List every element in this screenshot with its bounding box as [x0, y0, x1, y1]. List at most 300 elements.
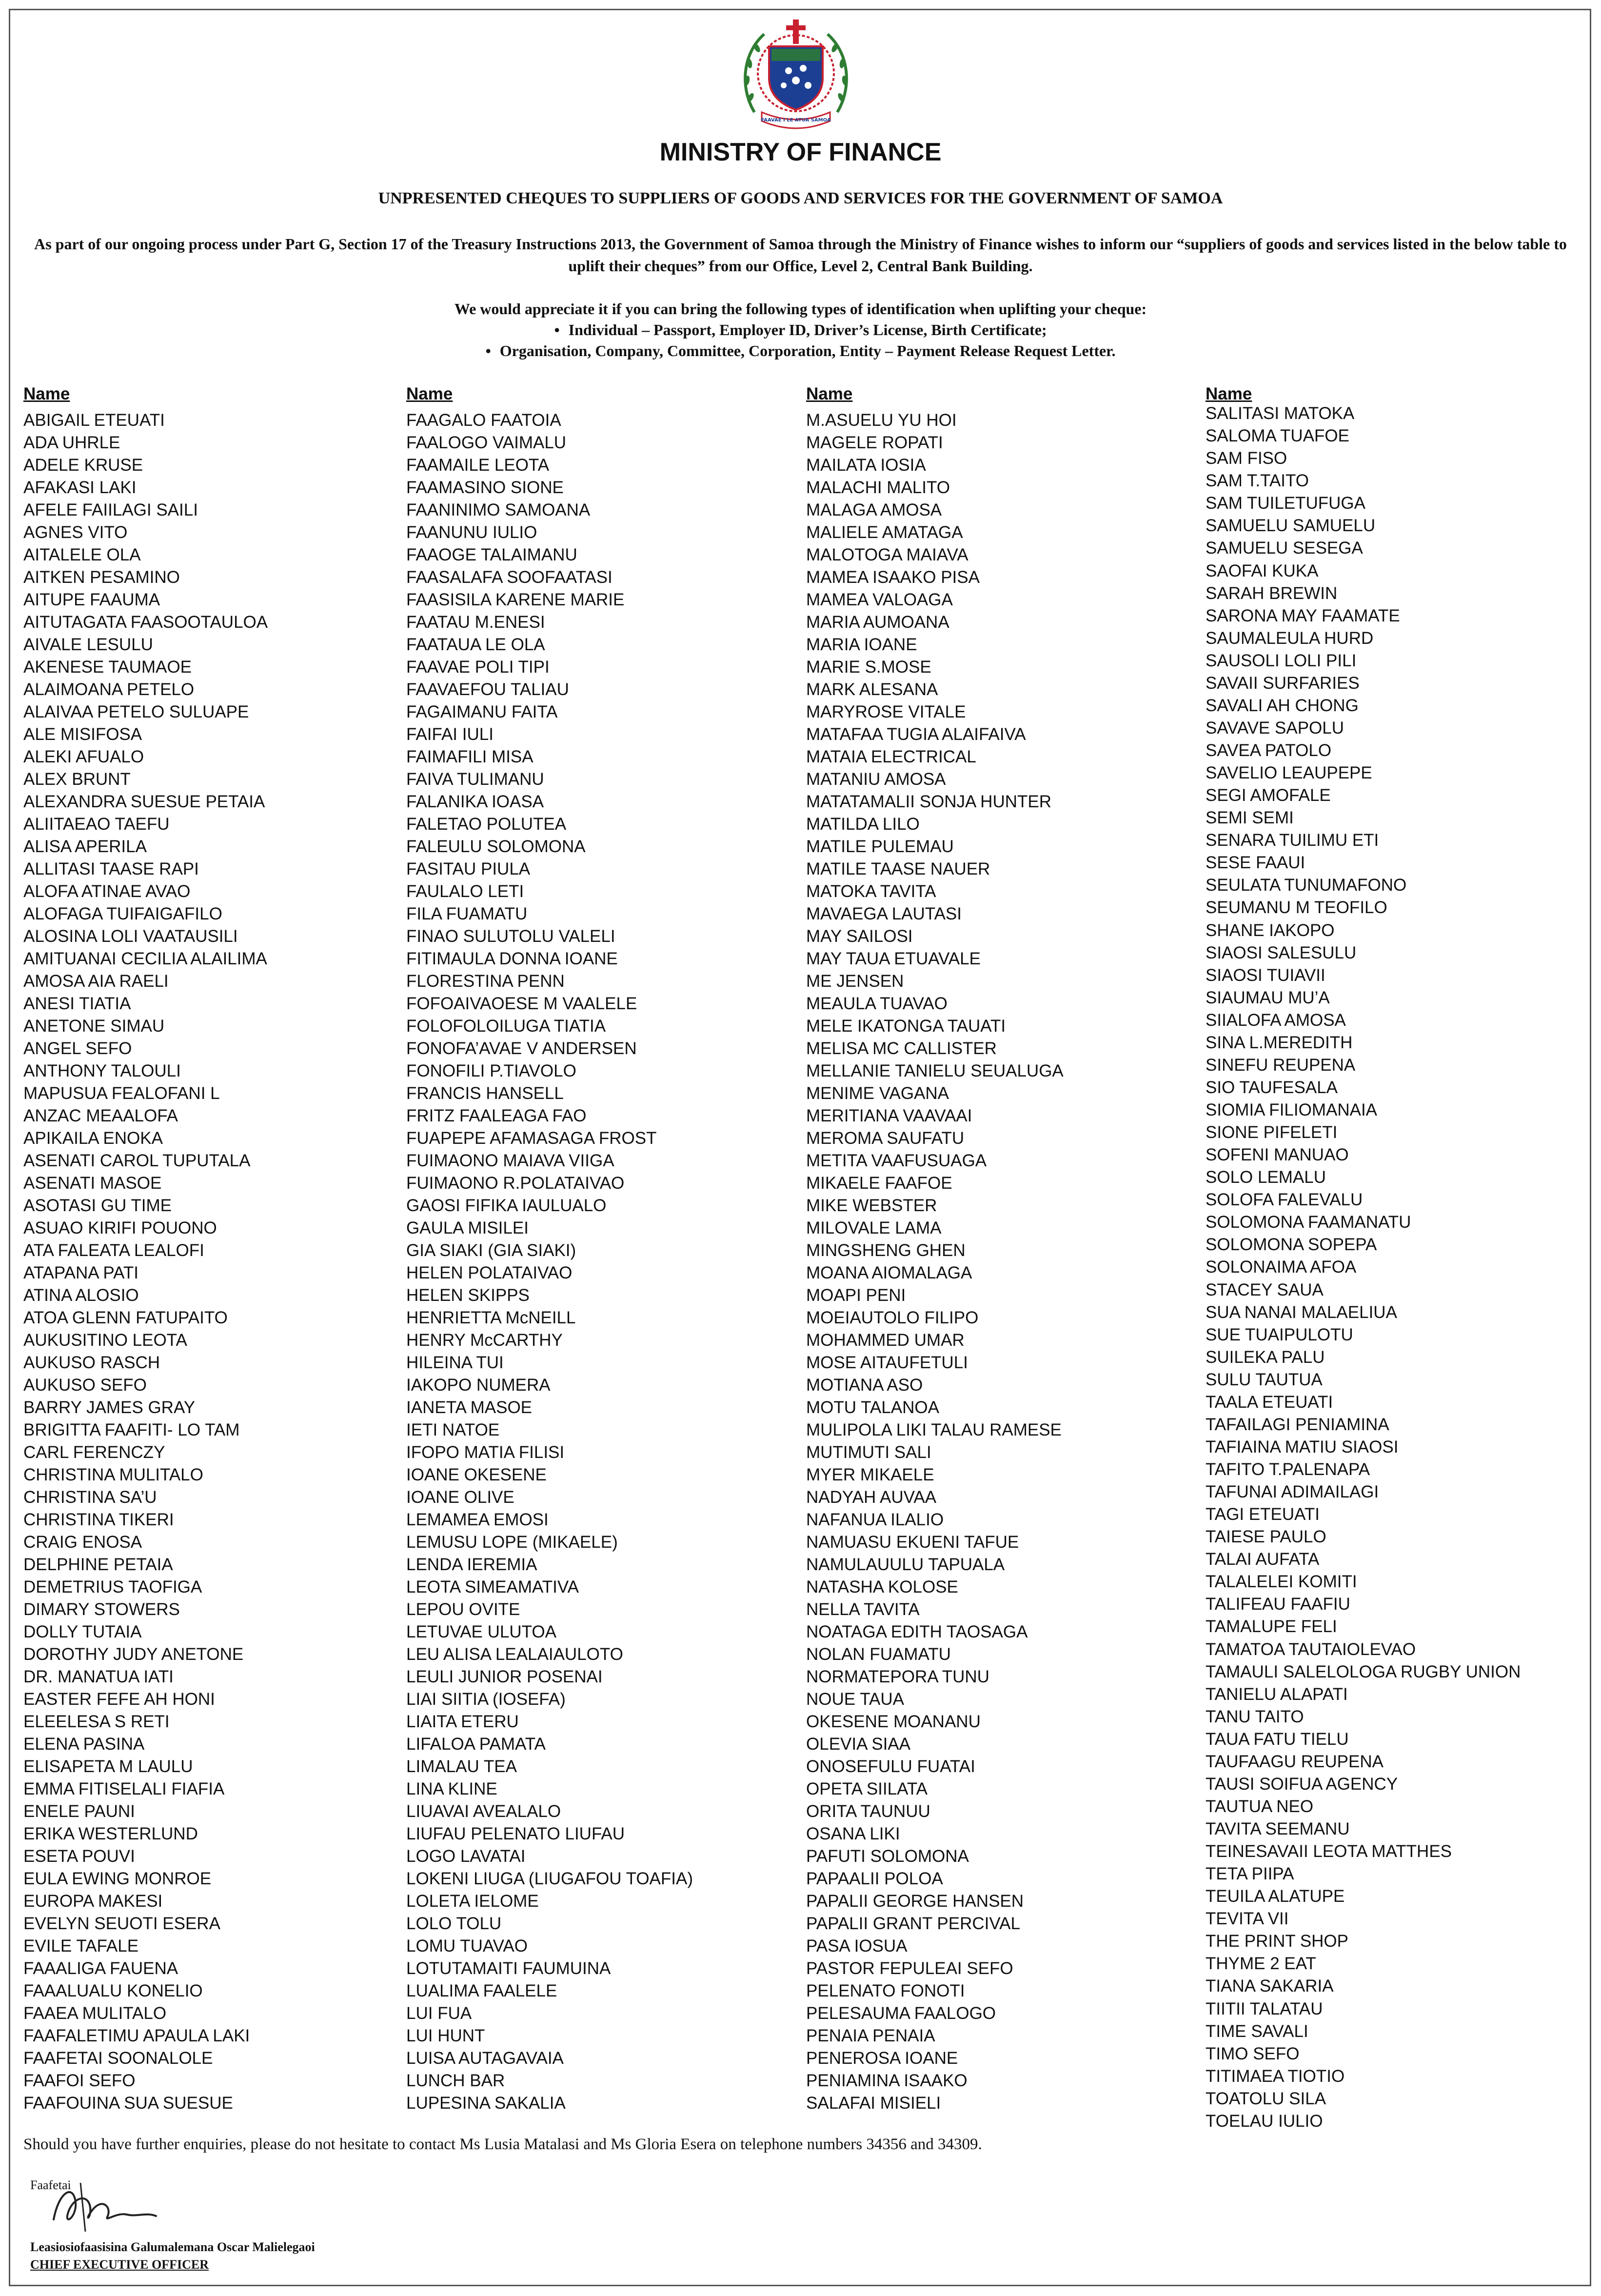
supplier-name: TAUTUA NEO: [1206, 1797, 1314, 1816]
supplier-name: FAALOGO VAIMALU: [406, 433, 567, 452]
supplier-name: FUIMAONO MAIAVA VIIGA: [406, 1151, 614, 1170]
supplier-name: MALIELE AMATAGA: [806, 523, 963, 542]
supplier-name: ASOTASI GU TIME: [23, 1196, 172, 1215]
supplier-name: TIANA SAKARIA: [1206, 1977, 1334, 1996]
supplier-name: LOGO LAVATAI: [406, 1847, 526, 1866]
supplier-name: DOROTHY JUDY ANETONE: [23, 1645, 244, 1664]
names-column-3: [806, 383, 1064, 2115]
supplier-name: ANETONE SIMAU: [23, 1017, 165, 1036]
supplier-name: LIAITA ETERU: [406, 1712, 519, 1731]
supplier-name: FAAMASINO SIONE: [406, 478, 564, 497]
supplier-name: FAATAUA LE OLA: [406, 635, 545, 654]
supplier-name: LENDA IEREMIA: [406, 1555, 537, 1574]
supplier-name: SIOMIA FILIOMANAIA: [1206, 1100, 1378, 1119]
supplier-name: MYER MIKAELE: [806, 1465, 934, 1484]
supplier-name: MOTIANA ASO: [806, 1376, 923, 1395]
supplier-name: OKESENE MOANANU: [806, 1712, 981, 1731]
signer-name: Leasiosiofaasisina Galumalemana Oscar Malielegaoi: [30, 2240, 315, 2254]
supplier-name: TAMALUPE FELI: [1206, 1617, 1337, 1637]
notice-title: UNPRESENTED CHEQUES TO SUPPLIERS OF GOODS AND SERVICES FOR THE GOVERNMENT OF SAMOA: [378, 189, 1223, 207]
supplier-name: GIA SIAKI (GIA SIAKI): [406, 1241, 576, 1260]
supplier-name: AUKUSITINO LEOTA: [23, 1331, 187, 1350]
supplier-name: MOHAMMED UMAR: [806, 1331, 965, 1350]
supplier-name: IOANE OLIVE: [406, 1488, 514, 1507]
supplier-name: FAATAU M.ENESI: [406, 613, 545, 632]
supplier-name: IOANE OKESENE: [406, 1465, 547, 1484]
intro-paragraph: As part of our ongoing process under Part G, Section 17 of the Treasury Instructions 2013, the Government of Samoa through the Ministry of Finance wishes to inform our “suppliers of goods and services listed in the below table to uplift their cheques” from our Office, Level 2, Central Bank Building.: [34, 235, 1567, 275]
supplier-name: MULIPOLA LIKI TALAU RAMESE: [806, 1420, 1062, 1439]
supplier-name: DELPHINE PETAIA: [23, 1555, 173, 1574]
supplier-name: LEOTA SIMEAMATIVA: [406, 1577, 579, 1597]
supplier-name: BARRY JAMES GRAY: [23, 1398, 196, 1417]
supplier-name: ME JENSEN: [806, 972, 904, 991]
supplier-name: FAGAIMANU FAITA: [406, 702, 558, 721]
supplier-name: MOANA AIOMALAGA: [806, 1263, 972, 1282]
supplier-name: SINA L.MEREDITH: [1206, 1033, 1353, 1052]
supplier-name: MALACHI MALITO: [806, 478, 950, 497]
supplier-name: FAULALO LETI: [406, 882, 524, 901]
supplier-name: TETA PIIPA: [1206, 1864, 1294, 1884]
supplier-name: SEGI AMOFALE: [1206, 786, 1331, 805]
supplier-name: SEMI SEMI: [1206, 808, 1294, 828]
supplier-name: PAPALII GEORGE HANSEN: [806, 1892, 1024, 1911]
supplier-name: SUILEKA PALU: [1206, 1347, 1325, 1367]
supplier-name: ANESI TIATIA: [23, 994, 131, 1013]
supplier-name: MOEIAUTOLO FILIPO: [806, 1308, 979, 1327]
supplier-name: FAAFOI SEFO: [23, 2071, 136, 2090]
supplier-name: ASENATI MASOE: [23, 1174, 162, 1193]
supplier-name: MARYROSE VITALE: [806, 702, 966, 721]
supplier-name: TOELAU IULIO: [1206, 2111, 1323, 2131]
supplier-name: SOLONAIMA AFOA: [1206, 1258, 1357, 1277]
supplier-name: SAM FISO: [1206, 449, 1287, 468]
supplier-name: SENARA TUILIMU ETI: [1206, 831, 1379, 850]
supplier-name: AITALELE OLA: [23, 545, 141, 564]
supplier-name: SIO TAUFESALA: [1206, 1078, 1338, 1097]
supplier-name: TAIESE PAULO: [1206, 1527, 1326, 1547]
supplier-name: SOLOFA FALEVALU: [1206, 1190, 1363, 1210]
supplier-name: CRAIG ENOSA: [23, 1533, 142, 1552]
supplier-name: FAANUNU IULIO: [406, 523, 537, 542]
supplier-name: MAY SAILOSI: [806, 927, 913, 946]
thanks-text: Faafetai: [30, 2178, 71, 2192]
bullet-icon: •: [485, 342, 491, 359]
supplier-name: NAMUASU EKUENI TAFUE: [806, 1533, 1019, 1552]
supplier-name: ELEELESA S RETI: [23, 1712, 170, 1731]
supplier-name: LUI FUA: [406, 2004, 472, 2023]
supplier-name: SAVELIO LEAUPEPE: [1206, 763, 1372, 783]
supplier-name: MATILDA LILO: [806, 815, 920, 834]
supplier-name: TEUILA ALATUPE: [1206, 1887, 1345, 1906]
supplier-name: DEMETRIUS TAOFIGA: [23, 1577, 202, 1597]
supplier-name: ATAPANA PATI: [23, 1263, 138, 1282]
supplier-name: EUROPA MAKESI: [23, 1892, 163, 1911]
supplier-name: AMOSA AIA RAELI: [23, 972, 169, 991]
names-column-4: [1206, 383, 1521, 2133]
supplier-name: PAPALII GRANT PERCIVAL: [806, 1914, 1020, 1933]
supplier-name: FAASALAFA SOOFAATASI: [406, 568, 613, 587]
supplier-name: DR. MANATUA IATI: [23, 1667, 174, 1686]
supplier-name: FAAEA MULITALO: [23, 2004, 167, 2023]
supplier-name: FAAVAEFOU TALIAU: [406, 680, 569, 699]
column-header: Name: [806, 384, 853, 403]
supplier-name: FOLOFOLOILUGA TIATIA: [406, 1017, 606, 1036]
supplier-name: CARL FERENCZY: [23, 1443, 165, 1462]
supplier-name: METITA VAAFUSUAGA: [806, 1151, 987, 1170]
supplier-name: SIAUMAU MU’A: [1206, 988, 1330, 1007]
supplier-name: IFOPO MATIA FILISI: [406, 1443, 565, 1462]
supplier-name: SUE TUAIPULOTU: [1206, 1325, 1353, 1344]
supplier-name: FRANCIS HANSELL: [406, 1084, 564, 1103]
samoa-coat-of-arms-icon: [735, 15, 857, 137]
supplier-name: ALEX BRUNT: [23, 770, 131, 789]
supplier-name: SULU TAUTUA: [1206, 1370, 1323, 1389]
supplier-name: MAILATA IOSIA: [806, 456, 926, 475]
supplier-name: NELLA TAVITA: [806, 1600, 920, 1619]
supplier-name: ANTHONY TALOULI: [23, 1061, 181, 1080]
supplier-name: MATAFAA TUGIA ALAIFAIVA: [806, 725, 1026, 744]
supplier-name: HILEINA TUI: [406, 1353, 504, 1372]
supplier-name: AGNES VITO: [23, 523, 128, 542]
supplier-name: SALITASI MATOKA: [1206, 404, 1355, 423]
supplier-name: LEULI JUNIOR POSENAI: [406, 1667, 603, 1686]
supplier-name: THYME 2 EAT: [1206, 1954, 1316, 1974]
supplier-name: SINEFU REUPENA: [1206, 1055, 1356, 1075]
bullet-icon: •: [554, 321, 560, 339]
supplier-name: ANZAC MEAALOFA: [23, 1106, 178, 1125]
supplier-name: GAULA MISILEI: [406, 1218, 529, 1238]
supplier-name: MELLANIE TANIELU SEUALUGA: [806, 1061, 1064, 1080]
supplier-name: ADELE KRUSE: [23, 456, 143, 475]
supplier-name: SEUMANU M TEOFILO: [1206, 898, 1387, 918]
supplier-name: TOATOLU SILA: [1206, 2089, 1326, 2108]
supplier-name: OLEVIA SIAA: [806, 1735, 910, 1754]
supplier-name: ALEXANDRA SUESUE PETAIA: [23, 792, 265, 811]
signature-icon: [39, 2173, 200, 2241]
supplier-name: TAMATOA TAUTAIOLEVAO: [1206, 1639, 1416, 1659]
supplier-name: SOLOMONA SOPEPA: [1206, 1235, 1377, 1255]
supplier-name: MELISA MC CALLISTER: [806, 1039, 997, 1058]
supplier-name: MAPUSUA FEALOFANI L: [23, 1084, 220, 1103]
supplier-name: FAAFALETIMU APAULA LAKI: [23, 2026, 250, 2045]
column-header: Name: [1206, 384, 1252, 403]
supplier-name: M.ASUELU YU HOI: [806, 411, 957, 430]
supplier-name: FONOFA’AVAE V ANDERSEN: [406, 1039, 637, 1058]
supplier-name: NAFANUA ILALIO: [806, 1510, 944, 1529]
supplier-name: TAGI ETEUATI: [1206, 1505, 1320, 1524]
supplier-name: DIMARY STOWERS: [23, 1600, 180, 1619]
supplier-name: ESETA POUVI: [23, 1847, 135, 1866]
supplier-name: ENELE PAUNI: [23, 1802, 135, 1821]
supplier-name: FILA FUAMATU: [406, 904, 528, 923]
supplier-name: LIUAVAI AVEALALO: [406, 1802, 561, 1821]
supplier-name: SOLOMONA FAAMANATU: [1206, 1213, 1411, 1232]
supplier-name: PENIAMINA ISAAKO: [806, 2071, 968, 2090]
supplier-name: LEMAMEA EMOSI: [406, 1510, 549, 1529]
supplier-name: TAUA FATU TIELU: [1206, 1729, 1349, 1749]
supplier-name: MARIA IOANE: [806, 635, 917, 654]
supplier-name: LEMUSU LOPE (MIKAELE): [406, 1533, 618, 1552]
supplier-name: AITKEN PESAMINO: [23, 568, 180, 587]
supplier-name: EVELYN SEUOTI ESERA: [23, 1914, 220, 1933]
supplier-name: EASTER FEFE AH HONI: [23, 1690, 215, 1709]
supplier-name: FALETAO POLUTEA: [406, 815, 567, 834]
supplier-name: HELEN SKIPPS: [406, 1286, 530, 1305]
supplier-name: MATILE TAASE NAUER: [806, 859, 990, 878]
supplier-name: ATOA GLENN FATUPAITO: [23, 1308, 228, 1327]
supplier-name: MENIME VAGANA: [806, 1084, 949, 1103]
names-column-1: [23, 383, 268, 2115]
supplier-name: FUAPEPE AFAMASAGA FROST: [406, 1129, 657, 1148]
supplier-name: FAIVA TULIMANU: [406, 770, 544, 789]
supplier-name: TIITII TALATAU: [1206, 1999, 1323, 2018]
supplier-name: AFELE FAIILAGI SAILI: [23, 500, 198, 519]
supplier-name: LEPOU OVITE: [406, 1600, 520, 1619]
supplier-name: MARIA AUMOANA: [806, 613, 949, 632]
supplier-name: PASA IOSUA: [806, 1937, 908, 1956]
supplier-name: CHRISTINA SA’U: [23, 1488, 157, 1507]
supplier-name: SAM T.TAITO: [1206, 471, 1309, 491]
supplier-name: MAMEA VALOAGA: [806, 590, 953, 609]
supplier-name: ALAIMOANA PETELO: [23, 680, 195, 699]
supplier-name: HELEN POLATAIVAO: [406, 1263, 573, 1282]
supplier-name: LOLETA IELOME: [406, 1892, 539, 1911]
supplier-name: FAAFOUINA SUA SUESUE: [23, 2094, 233, 2113]
supplier-name: LETUVAE ULUTOA: [406, 1622, 556, 1641]
supplier-name: SAUSOLI LOLI PILI: [1206, 651, 1357, 670]
supplier-name: HENRIETTA McNEILL: [406, 1308, 576, 1327]
supplier-name: STACEY SAUA: [1206, 1280, 1324, 1299]
supplier-name: SAVEA PATOLO: [1206, 741, 1332, 760]
supplier-name: MATAIA ELECTRICAL: [806, 747, 976, 766]
supplier-name: MOSE AITAUFETULI: [806, 1353, 968, 1372]
supplier-name: SEULATA TUNUMAFONO: [1206, 876, 1407, 895]
supplier-name: MIKE WEBSTER: [806, 1196, 937, 1215]
supplier-name: PELENATO FONOTI: [806, 1981, 965, 2000]
supplier-name: AIVALE LESULU: [23, 635, 153, 654]
supplier-name: MOTU TALANOA: [806, 1398, 939, 1417]
supplier-name: TIMO SEFO: [1206, 2044, 1300, 2063]
supplier-name: SIIALOFA AMOSA: [1206, 1010, 1346, 1030]
supplier-name: TAFUNAI ADIMAILAGI: [1206, 1482, 1379, 1502]
supplier-name: PELESAUMA FAALOGO: [806, 2004, 996, 2023]
identification-requirements: [0, 299, 1601, 361]
supplier-name: MEAULA TUAVAO: [806, 994, 948, 1013]
supplier-name: THE PRINT SHOP: [1206, 1932, 1349, 1951]
supplier-name: MILOVALE LAMA: [806, 1218, 942, 1238]
supplier-name: LOMU TUAVAO: [406, 1937, 528, 1956]
supplier-name: AITUTAGATA FAASOOTAULOA: [23, 613, 268, 632]
supplier-name: MATILE PULEMAU: [806, 837, 954, 856]
supplier-name: SAOFAI KUKA: [1206, 561, 1319, 580]
supplier-name: LOKENI LIUGA (LIUGAFOU TOAFIA): [406, 1869, 693, 1888]
supplier-name: ELISAPETA M LAULU: [23, 1757, 193, 1776]
supplier-name: AUKUSO RASCH: [23, 1353, 160, 1372]
supplier-name: FAAOGE TALAIMANU: [406, 545, 577, 564]
supplier-name: MUTIMUTI SALI: [806, 1443, 931, 1462]
supplier-name: TAUSI SOIFUA AGENCY: [1206, 1774, 1398, 1794]
supplier-name: LUNCH BAR: [406, 2071, 505, 2090]
supplier-name: TALAI AUFATA: [1206, 1550, 1320, 1569]
supplier-name: PENAIA PENAIA: [806, 2026, 935, 2045]
supplier-name: ORITA TAUNUU: [806, 1802, 930, 1821]
supplier-name: MARK ALESANA: [806, 680, 938, 699]
supplier-name: ADA UHRLE: [23, 433, 120, 452]
supplier-name: APIKAILA ENOKA: [23, 1129, 163, 1148]
supplier-name: MATANIU AMOSA: [806, 770, 946, 789]
supplier-name: LUALIMA FAALELE: [406, 1981, 557, 2000]
supplier-name: IAKOPO NUMERA: [406, 1376, 551, 1395]
supplier-name: LOTUTAMAITI FAUMUINA: [406, 1959, 611, 1978]
supplier-name: MARIE S.MOSE: [806, 658, 931, 677]
supplier-name: FAAALUALU KONELIO: [23, 1981, 203, 2000]
supplier-name: NAMULAUULU TAPUALA: [806, 1555, 1005, 1574]
supplier-name: ERIKA WESTERLUND: [23, 1824, 198, 1843]
supplier-name: MALOTOGA MAIAVA: [806, 545, 969, 564]
supplier-name: ALLITASI TAASE RAPI: [23, 859, 199, 878]
supplier-name: SOLO LEMALU: [1206, 1168, 1326, 1187]
supplier-name: OSANA LIKI: [806, 1824, 900, 1843]
supplier-name: ALE MISIFOSA: [23, 725, 142, 744]
supplier-name: MAMEA ISAAKO PISA: [806, 568, 980, 587]
supplier-name: ONOSEFULU FUATAI: [806, 1757, 975, 1776]
supplier-name: SARAH BREWIN: [1206, 583, 1338, 603]
supplier-name: TANU TAITO: [1206, 1707, 1304, 1726]
supplier-name: PAFUTI SOLOMONA: [806, 1847, 969, 1866]
supplier-name: FALEULU SOLOMONA: [406, 837, 586, 856]
supplier-name: SALAFAI MISIELI: [806, 2094, 941, 2113]
supplier-name: LUPESINA SAKALIA: [406, 2094, 566, 2113]
supplier-name: PASTOR FEPULEAI SEFO: [806, 1959, 1013, 1978]
supplier-name: SALOMA TUAFOE: [1206, 426, 1349, 446]
supplier-name: MATOKA TAVITA: [806, 882, 936, 901]
names-column-2: [406, 383, 693, 2115]
supplier-name: MERITIANA VAAVAAI: [806, 1106, 972, 1125]
column-header: Name: [23, 384, 70, 403]
supplier-name: MAY TAUA ETUAVALE: [806, 949, 981, 968]
supplier-name: SARONA MAY FAAMATE: [1206, 606, 1400, 625]
supplier-name: TAFAILAGI PENIAMINA: [1206, 1415, 1389, 1434]
supplier-name: LIFALOA PAMATA: [406, 1735, 546, 1754]
supplier-name: PAPAALII POLOA: [806, 1869, 943, 1888]
supplier-name: TITIMAEA TIOTIO: [1206, 2066, 1345, 2086]
supplier-name: SAVALI AH CHONG: [1206, 696, 1359, 715]
supplier-name: NOATAGA EDITH TAOSAGA: [806, 1622, 1028, 1641]
supplier-name: NOUE TAUA: [806, 1690, 904, 1709]
supplier-name: GAOSI FIFIKA IAULUALO: [406, 1196, 607, 1215]
supplier-name: ATA FALEATA LEALOFI: [23, 1241, 204, 1260]
supplier-name: FAIMAFILI MISA: [406, 747, 534, 766]
supplier-name: AKENESE TAUMAOE: [23, 658, 192, 677]
supplier-name: FOFOAIVAOESE M VAALELE: [406, 994, 637, 1013]
supplier-name: FINAO SULUTOLU VALELI: [406, 927, 615, 946]
supplier-name: EVILE TAFALE: [23, 1937, 139, 1956]
supplier-name: ALISA APERILA: [23, 837, 147, 856]
supplier-name: SHANE IAKOPO: [1206, 920, 1335, 940]
supplier-name: ANGEL SEFO: [23, 1039, 132, 1058]
supplier-name: ALOFAGA TUIFAIGAFILO: [23, 904, 222, 923]
supplier-name: FAAFETAI SOONALOLE: [23, 2049, 213, 2068]
supplier-name: SIONE PIFELETI: [1206, 1123, 1338, 1142]
supplier-name: ALOFA ATINAE AVAO: [23, 882, 191, 901]
supplier-name: TAFITO T.PALENAPA: [1206, 1460, 1370, 1479]
identification-organisation: • Organisation, Company, Committee, Corporation, Entity – Payment Release Request Letter.: [0, 340, 1601, 361]
supplier-name: NOLAN FUAMATU: [806, 1645, 951, 1664]
supplier-name: MALAGA AMOSA: [806, 500, 942, 519]
supplier-name: LIAI SIITIA (IOSEFA): [406, 1690, 566, 1709]
supplier-name: AMITUANAI CECILIA ALAILIMA: [23, 949, 267, 968]
identification-intro: We would appreciate it if you can bring the following types of identification when uplifting your cheque:: [454, 300, 1147, 318]
supplier-name: TAVITA SEEMANU: [1206, 1819, 1350, 1838]
supplier-name: OPETA SIILATA: [806, 1779, 928, 1798]
supplier-name: LINA KLINE: [406, 1779, 497, 1798]
supplier-name: ABIGAIL ETEUATI: [23, 411, 165, 430]
supplier-name: SAVAVE SAPOLU: [1206, 718, 1344, 738]
supplier-name: SOFENI MANUAO: [1206, 1145, 1349, 1165]
supplier-name: FAAALIGA FAUENA: [23, 1959, 178, 1978]
supplier-name: LIUFAU PELENATO LIUFAU: [406, 1824, 625, 1843]
supplier-name: SUA NANAI MALAELIUA: [1206, 1302, 1397, 1322]
supplier-name: FAAVAE POLI TIPI: [406, 658, 550, 677]
supplier-name: ALAIVAA PETELO SULUAPE: [23, 702, 249, 721]
supplier-name: TANIELU ALAPATI: [1206, 1684, 1348, 1704]
supplier-name: LOLO TOLU: [406, 1914, 502, 1933]
supplier-name: ALIITAEAO TAEFU: [23, 815, 170, 834]
supplier-name: SESE FAAUI: [1206, 853, 1305, 873]
supplier-name: FAASISILA KARENE MARIE: [406, 590, 625, 609]
supplier-name: SIAOSI TUIAVII: [1206, 965, 1325, 985]
enquiries-note: Should you have further enquiries, please do not hesitate to contact Ms Lusia Matalasi and Ms Gloria Esera on telephone numbers 34356 and 34309.: [23, 2136, 982, 2153]
supplier-name: CHRISTINA MULITALO: [23, 1465, 203, 1484]
supplier-name: LIMALAU TEA: [406, 1757, 517, 1776]
supplier-name: FUIMAONO R.POLATAIVAO: [406, 1174, 625, 1193]
supplier-name: TAMAULI SALELOLOGA RUGBY UNION: [1206, 1662, 1521, 1681]
supplier-name: ATINA ALOSIO: [23, 1286, 139, 1305]
supplier-name: NORMATEPORA TUNU: [806, 1667, 989, 1686]
supplier-name: FAIFAI IULI: [406, 725, 494, 744]
supplier-name: IETI NATOE: [406, 1420, 500, 1439]
supplier-name: TEVITA VII: [1206, 1909, 1289, 1929]
supplier-name: EMMA FITISELALI FIAFIA: [23, 1779, 225, 1798]
supplier-name: FAANINIMO SAMOANA: [406, 500, 591, 519]
signer-position: CHIEF EXECUTIVE OFFICER: [30, 2257, 209, 2272]
supplier-name: BRIGITTA FAAFITI- LO TAM: [23, 1420, 240, 1439]
supplier-name: NADYAH AUVAA: [806, 1488, 937, 1507]
supplier-name: NATASHA KOLOSE: [806, 1577, 958, 1597]
supplier-name: MEROMA SAUFATU: [806, 1129, 965, 1148]
supplier-name: MAGELE ROPATI: [806, 433, 943, 452]
supplier-name: LEU ALISA LEALAIAULOTO: [406, 1645, 623, 1664]
supplier-name: ASENATI CAROL TUPUTALA: [23, 1151, 251, 1170]
supplier-name: FASITAU PIULA: [406, 859, 531, 878]
ministry-title: MINISTRY OF FINANCE: [659, 138, 942, 166]
supplier-name: AFAKASI LAKI: [23, 478, 137, 497]
supplier-name: FITIMAULA DONNA IOANE: [406, 949, 618, 968]
supplier-name: TEINESAVAII LEOTA MATTHES: [1206, 1842, 1452, 1861]
supplier-name: PENEROSA IOANE: [806, 2049, 958, 2068]
supplier-name: AITUPE FAAUMA: [23, 590, 160, 609]
supplier-name: EULA EWING MONROE: [23, 1869, 212, 1888]
supplier-name: AUKUSO SEFO: [23, 1376, 147, 1395]
supplier-name: ALEKI AFUALO: [23, 747, 144, 766]
identification-individual: • Individual – Passport, Employer ID, Driver’s License, Birth Certificate;: [0, 319, 1601, 340]
supplier-name: SIAOSI SALESULU: [1206, 943, 1357, 962]
supplier-name: MATATAMALII SONJA HUNTER: [806, 792, 1052, 811]
supplier-name: IANETA MASOE: [406, 1398, 533, 1417]
supplier-name: CHRISTINA TIKERI: [23, 1510, 174, 1529]
supplier-name: TAFIAINA MATIU SIAOSI: [1206, 1437, 1399, 1457]
supplier-name: SAMUELU SESEGA: [1206, 539, 1363, 558]
